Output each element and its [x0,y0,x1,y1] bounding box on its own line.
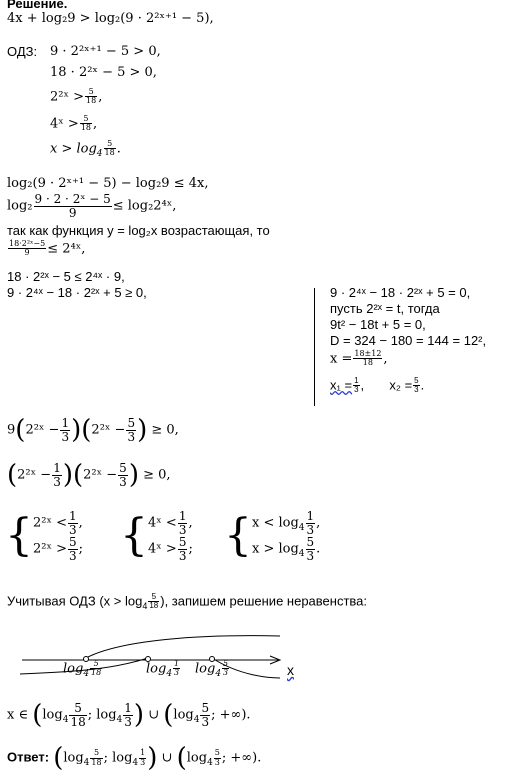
label-log4-5-3: $\log_4$ $\frac{5}{3}$ [195,659,229,679]
axis-label: x [287,662,294,678]
side-line-3: 9t² − 18t + 5 = 0, [330,317,426,332]
label-log4-1-3: $\log_4$ $\frac{1}{3}$ [146,659,180,679]
conclusion: Учитывая ОДЗ ($x > \log_4$ $\frac{5}{18}$ ), запишем решение неравенства: [7,592,367,611]
odz-line-4: 4ˣ > $\frac{5}{18}$ , [50,114,98,133]
inequality-line: 4x + log₂9 > log₂(9 · 2²ˣ⁺¹ − 5), [7,11,214,26]
step-4: $\frac{\text{18·2²ˣ−5}}{9}$ ≤ 2⁴ˣ, [9,239,86,258]
factored-1: 9(2²ˣ − $\frac{1}{3}$ )(2²ˣ − $\frac{5}{3}$ ) ≥ 0, [7,415,179,446]
step-1: log₂(9 · 2ˣ⁺¹ − 5) − log₂9 ≤ 4x, [7,176,209,191]
odz-line-5: $x > \log_4$ $\frac{5}{18}$ . [50,139,121,159]
system-c: { $x < \log_4$ $\frac{1}{3}$ , $x > \log_4$ $\frac{5}{3}$ . [224,509,321,563]
step-2: log₂ $\frac{\text{9 · 2 · 2ˣ − 5}}{9}$ ≤ log₂2⁴ˣ, [7,192,177,220]
odz-line-3: 2²ˣ > $\frac{5}{18}$ , [50,87,103,106]
label-log4-5-18: $\log_4$ $\frac{5}{18}$ [63,659,102,679]
heading: Решение. [7,0,68,11]
side-roots: x₁ = $\frac{1}{3}$ , x₂ = $\frac{5}{3}$ . [330,376,425,395]
step-5: 18 · 2²ˣ − 5 ≤ 2⁴ˣ · 9, [7,269,125,284]
solution-set: x ∈ ($\log_4$ $\frac{5}{18}$ ; $\log_4$ $\frac{1}{3}$ ) ∪ ($\log_4$ $\frac{5}{3}$ ; +∞). [7,700,251,731]
odz-line-1: 9 · 2²ˣ⁺¹ − 5 > 0, [50,44,161,59]
region-arc-right [86,636,280,658]
side-line-5: x = $\frac{18\pm 12}{18}$ , [330,349,388,368]
step-3: так как функция y = log₂x возрастающая, то [7,223,270,238]
side-line-1: 9 · 2⁴ˣ − 18 · 2²ˣ + 5 = 0, [330,285,471,300]
side-line-4: D = 324 − 180 = 144 = 12², [330,333,487,348]
factored-2: (2²ˣ − $\frac{1}{3}$ )(2²ˣ − $\frac{5}{3}$ ) ≥ 0, [7,460,171,491]
answer: Ответ: ($\log_4$ $\frac{5}{18}$ ; $\log_4$ $\frac{1}{3}$ ) ∪ ($\log_4$ $\frac{5}{3}$ ; +∞). [7,743,262,773]
odz-label: ОДЗ: [7,44,38,59]
odz-line-2: 18 · 2²ˣ − 5 > 0, [50,65,157,80]
system-b: { 4ˣ < $\frac{1}{3}$ , 4ˣ > $\frac{5}{3}$ ; [120,509,193,563]
system-a: { 2²ˣ < $\frac{1}{3}$ , 2²ˣ > $\frac{5}{3}$ ; [5,509,84,563]
side-line-2: пусть 2²ˣ = t, тогда [330,301,440,316]
step-6: 9 · 2⁴ˣ − 18 · 2²ˣ + 5 ≥ 0, [7,285,147,300]
side-divider [314,288,315,406]
